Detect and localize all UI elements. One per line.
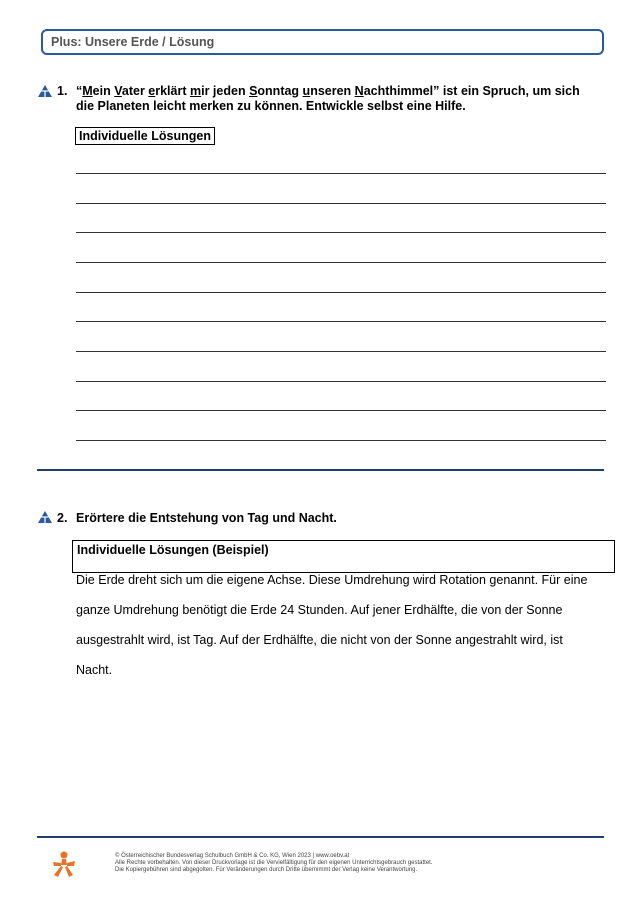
section-divider	[37, 469, 604, 471]
page-title: Plus: Unsere Erde / Lösung	[51, 35, 215, 49]
answer-line: ganze Umdrehung benötigt die Erde 24 Stunden. Auf jener Erdhälfte, die von der Sonne	[76, 603, 563, 617]
writing-line	[76, 292, 606, 293]
writing-line	[76, 410, 606, 411]
triangle-icon	[38, 511, 52, 523]
writing-line	[76, 173, 606, 174]
footer-rights: Alle Rechte vorbehalten. Von dieser Druckvorlage ist die Vervielfältigung für den eigenen Unterrichtsgebrauch gestattet.	[115, 860, 433, 866]
footer-copyright: © Österreichischer Bundesverlag Schulbuch GmbH & Co. KG, Wien 2023 | www.oebv.at	[115, 853, 350, 859]
task-1-solution-label: Individuelle Lösungen	[75, 127, 215, 145]
triangle-icon	[38, 85, 52, 97]
answer-line: Die Erde dreht sich um die eigene Achse. Diese Umdrehung wird Rotation genannt. Für eine	[76, 573, 588, 587]
writing-line	[76, 440, 606, 441]
answer-line: Nacht.	[76, 663, 113, 677]
task-2-number: 2.	[57, 511, 68, 525]
writing-line	[76, 232, 606, 233]
task-2-solution-label: Individuelle Lösungen (Beispiel)	[72, 540, 615, 573]
oebv-logo-icon	[51, 851, 77, 879]
task-1-number: 1.	[57, 84, 68, 98]
writing-line	[76, 203, 606, 204]
footer-disclaimer: Die Kopiergebühren sind abgegolten. Für Veränderungen durch Dritte übernimmt der Verlag keine Verantwortung.	[115, 867, 418, 873]
writing-line	[76, 262, 606, 263]
task-2-text: Erörtere die Entstehung von Tag und Nacht.	[76, 511, 337, 525]
writing-line	[76, 351, 606, 352]
writing-line	[76, 321, 606, 322]
page-header	[41, 29, 604, 55]
answer-line: ausgestrahlt wird, ist Tag. Auf der Erdhälfte, die nicht von der Sonne angestrahlt wird, ist	[76, 633, 563, 647]
task-1-text: “Mein Vater erklärt mir jeden Sonntag unseren Nachthimmel” ist ein Spruch, um sich die Planeten leicht merken zu können. Entwickle selbst eine Hilfe.	[76, 84, 580, 113]
writing-line	[76, 381, 606, 382]
footer-divider	[37, 836, 604, 838]
